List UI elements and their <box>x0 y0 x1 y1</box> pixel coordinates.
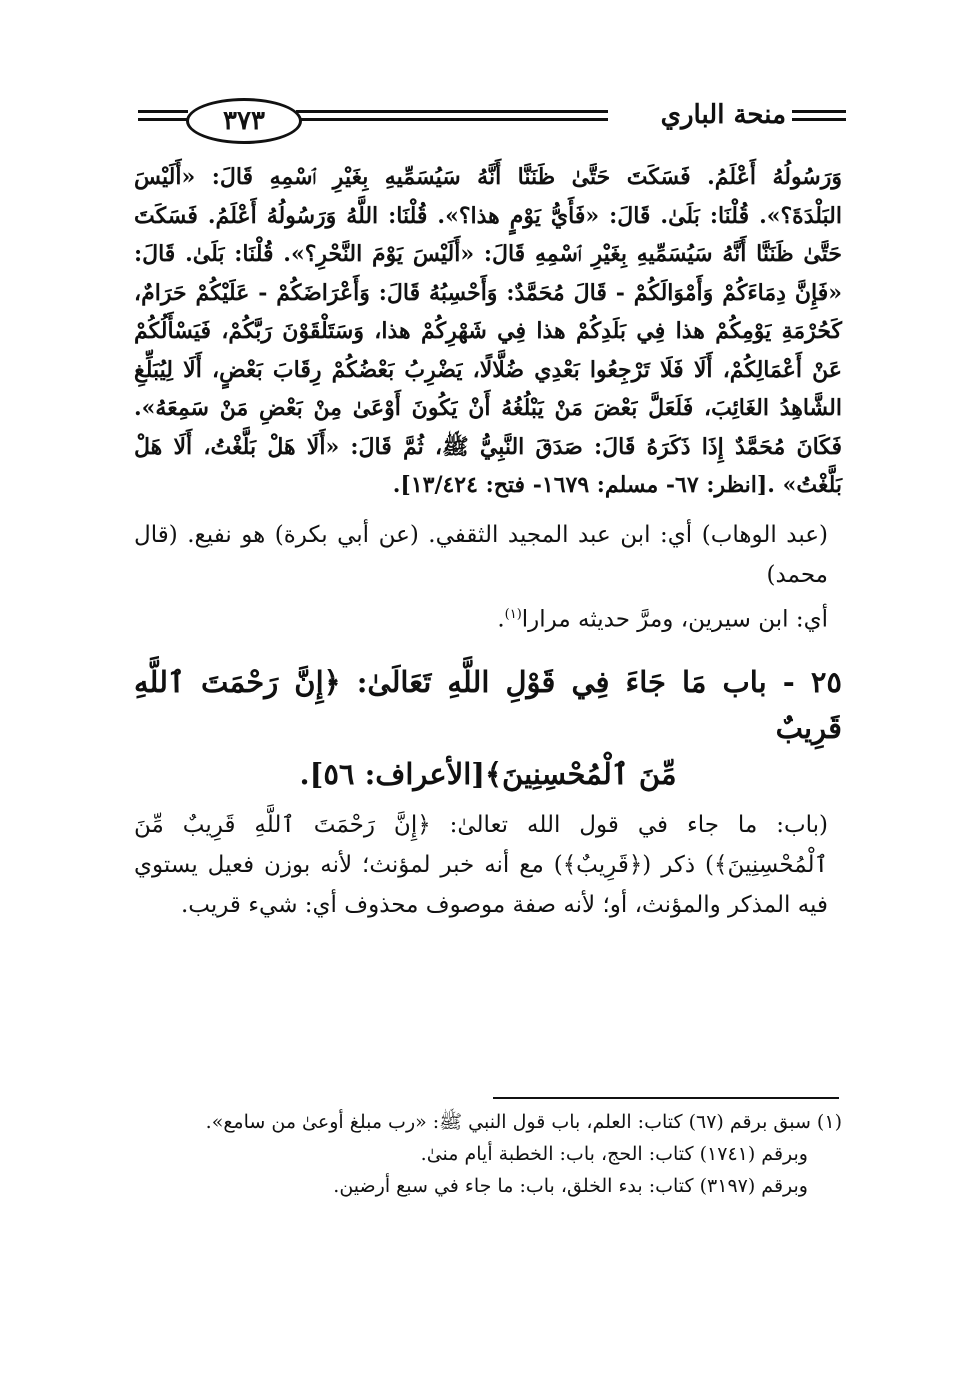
main-text <box>134 158 842 925</box>
commentary-paragraph-2 <box>134 595 842 640</box>
header-rule-left-top <box>138 110 188 113</box>
chapter-heading-line-2: مِّنَ ٱلْمُحْسِنِينَ﴾[الأعراف: ٥٦]. <box>299 757 677 792</box>
header-rule-middle-top <box>296 110 608 113</box>
chapter-commentary: (باب: ما جاء في قول الله تعالىٰ: ﴿إِنَّ رَحْمَتَ ٱللَّهِ قَرِيبٌ مِّنَ ٱلْمُحْسِنِينَ﴾) ذكر (﴿قَرِيبٌ﴾) مع أنه خبر لمؤنث؛ لأنه بوزن فعيل يستوي فيه المذكر والمؤنث، أو؛ لأنه صفة موصوف محذوف أي: شيء قريب. <box>134 812 828 919</box>
book-title: منحة الباري <box>660 100 786 130</box>
commentary-paragraph-1: (عبد الوهاب) أي: ابن عبد المجيد الثقفي. (عن أبي بكرة) هو نفيع. (قال محمد) <box>134 521 828 588</box>
page-number: ٣٧٣ <box>186 98 302 144</box>
header-rule-left-bottom <box>138 118 188 121</box>
hadith-text: وَرَسُولُهُ أَعْلَمُ. فَسَكَتَ حَتَّىٰ ظَنَنَّا أَنَّهُ سَيُسَمِّيهِ بِغَيْرِ ٱسْمِهِ قَالَ: «أَلَيْسَ البَلْدَةَ؟». قُلْنَا: بَلَىٰ. قَالَ: «فَأَيُّ يَوْمٍ هذا؟». قُلْنَا: اللَّهُ وَرَسُولُهُ أَعْلَمُ. فَسَكَتَ حَتَّىٰ ظَنَنَّا أَنَّهُ سَيُسَمِّيهِ بِغَيْرِ ٱسْمِهِ قَالَ: «أَلَيْسَ يَوْمَ النَّحْرِ؟». قُلْنَا: بَلَىٰ. قَالَ: «فَإِنَّ دِمَاءَكُمْ وَأَمْوَالَكُمْ - قَالَ مُحَمَّدٌ: وَأَحْسِبُهُ قَالَ: وَأَعْرَاضَكُمْ - عَلَيْكُمْ حَرَامٌ، كَحُرْمَةِ يَوْمِكُمْ هذا فِي بَلَدِكُمْ هذا فِي شَهْرِكُمْ هذا، وَسَتَلْقَوْنَ رَبَّكُمْ، فَيَسْأَلُكُمْ عَنْ أَعْمَالِكُمْ، أَلَا فَلَا تَرْجِعُوا بَعْدِي ضُلَّالًا، يَضْرِبُ بَعْضُكُمْ رِقَابَ بَعْضٍ، أَلَا لِيُبَلِّغِ الشَّاهِدُ الغَائِبَ، فَلَعَلَّ بَعْضَ مَنْ يَبْلُغُهُ أَنْ يَكُونَ أَوْعَىٰ مِنْ بَعْضِ مَنْ سَمِعَهُ». فَكَانَ مُحَمَّدٌ إِذَا ذَكَرَهُ قَالَ: صَدَقَ النَّبِيُّ ﷺ، ثُمَّ قَالَ: «أَلَا هَلْ بَلَّغْتُ، أَلَا هَلْ بَلَّغْتُ» .[انظر: ٦٧- مسلم: ١٦٧٩- فتح: ١٣/٤٢٤]. <box>134 164 842 498</box>
header-rule-right-bottom <box>792 118 846 121</box>
chapter-heading <box>134 659 842 797</box>
commentary-paragraph-2-text: أي: ابن سيرين، ومرَّ حديثه مرارا <box>521 606 828 633</box>
footnote-1: (١) سبق برقم (٦٧) كتاب: العلم، باب قول النبي ﷺ: «رب مبلغ أوعىٰ من سامع». <box>205 1111 842 1133</box>
footnote-ref-1: (١) <box>504 606 522 622</box>
commentary-paragraph-2-end: . <box>497 606 505 633</box>
footnotes <box>134 1106 842 1202</box>
header-rule-middle-bottom <box>296 118 608 121</box>
page-header <box>138 98 848 146</box>
header-rule-right-top <box>792 110 846 113</box>
chapter-heading-line-1: ٢٥ - باب مَا جَاءَ فِي قَوْلِ اللَّهِ تَعَالَىٰ: ﴿إِنَّ رَحْمَتَ ٱللَّهِ قَرِيبٌ <box>134 665 842 746</box>
commentary <box>134 515 842 640</box>
footnote-separator <box>493 1097 839 1099</box>
footnote-1-ref-2: وبرقم (١٧٤١) كتاب: الحج، باب: الخطبة أيام منىٰ. <box>420 1143 808 1165</box>
footnote-1-ref-3: وبرقم (٣١٩٧) كتاب: بدء الخلق، باب: ما جاء في سبع أرضين. <box>333 1175 808 1197</box>
